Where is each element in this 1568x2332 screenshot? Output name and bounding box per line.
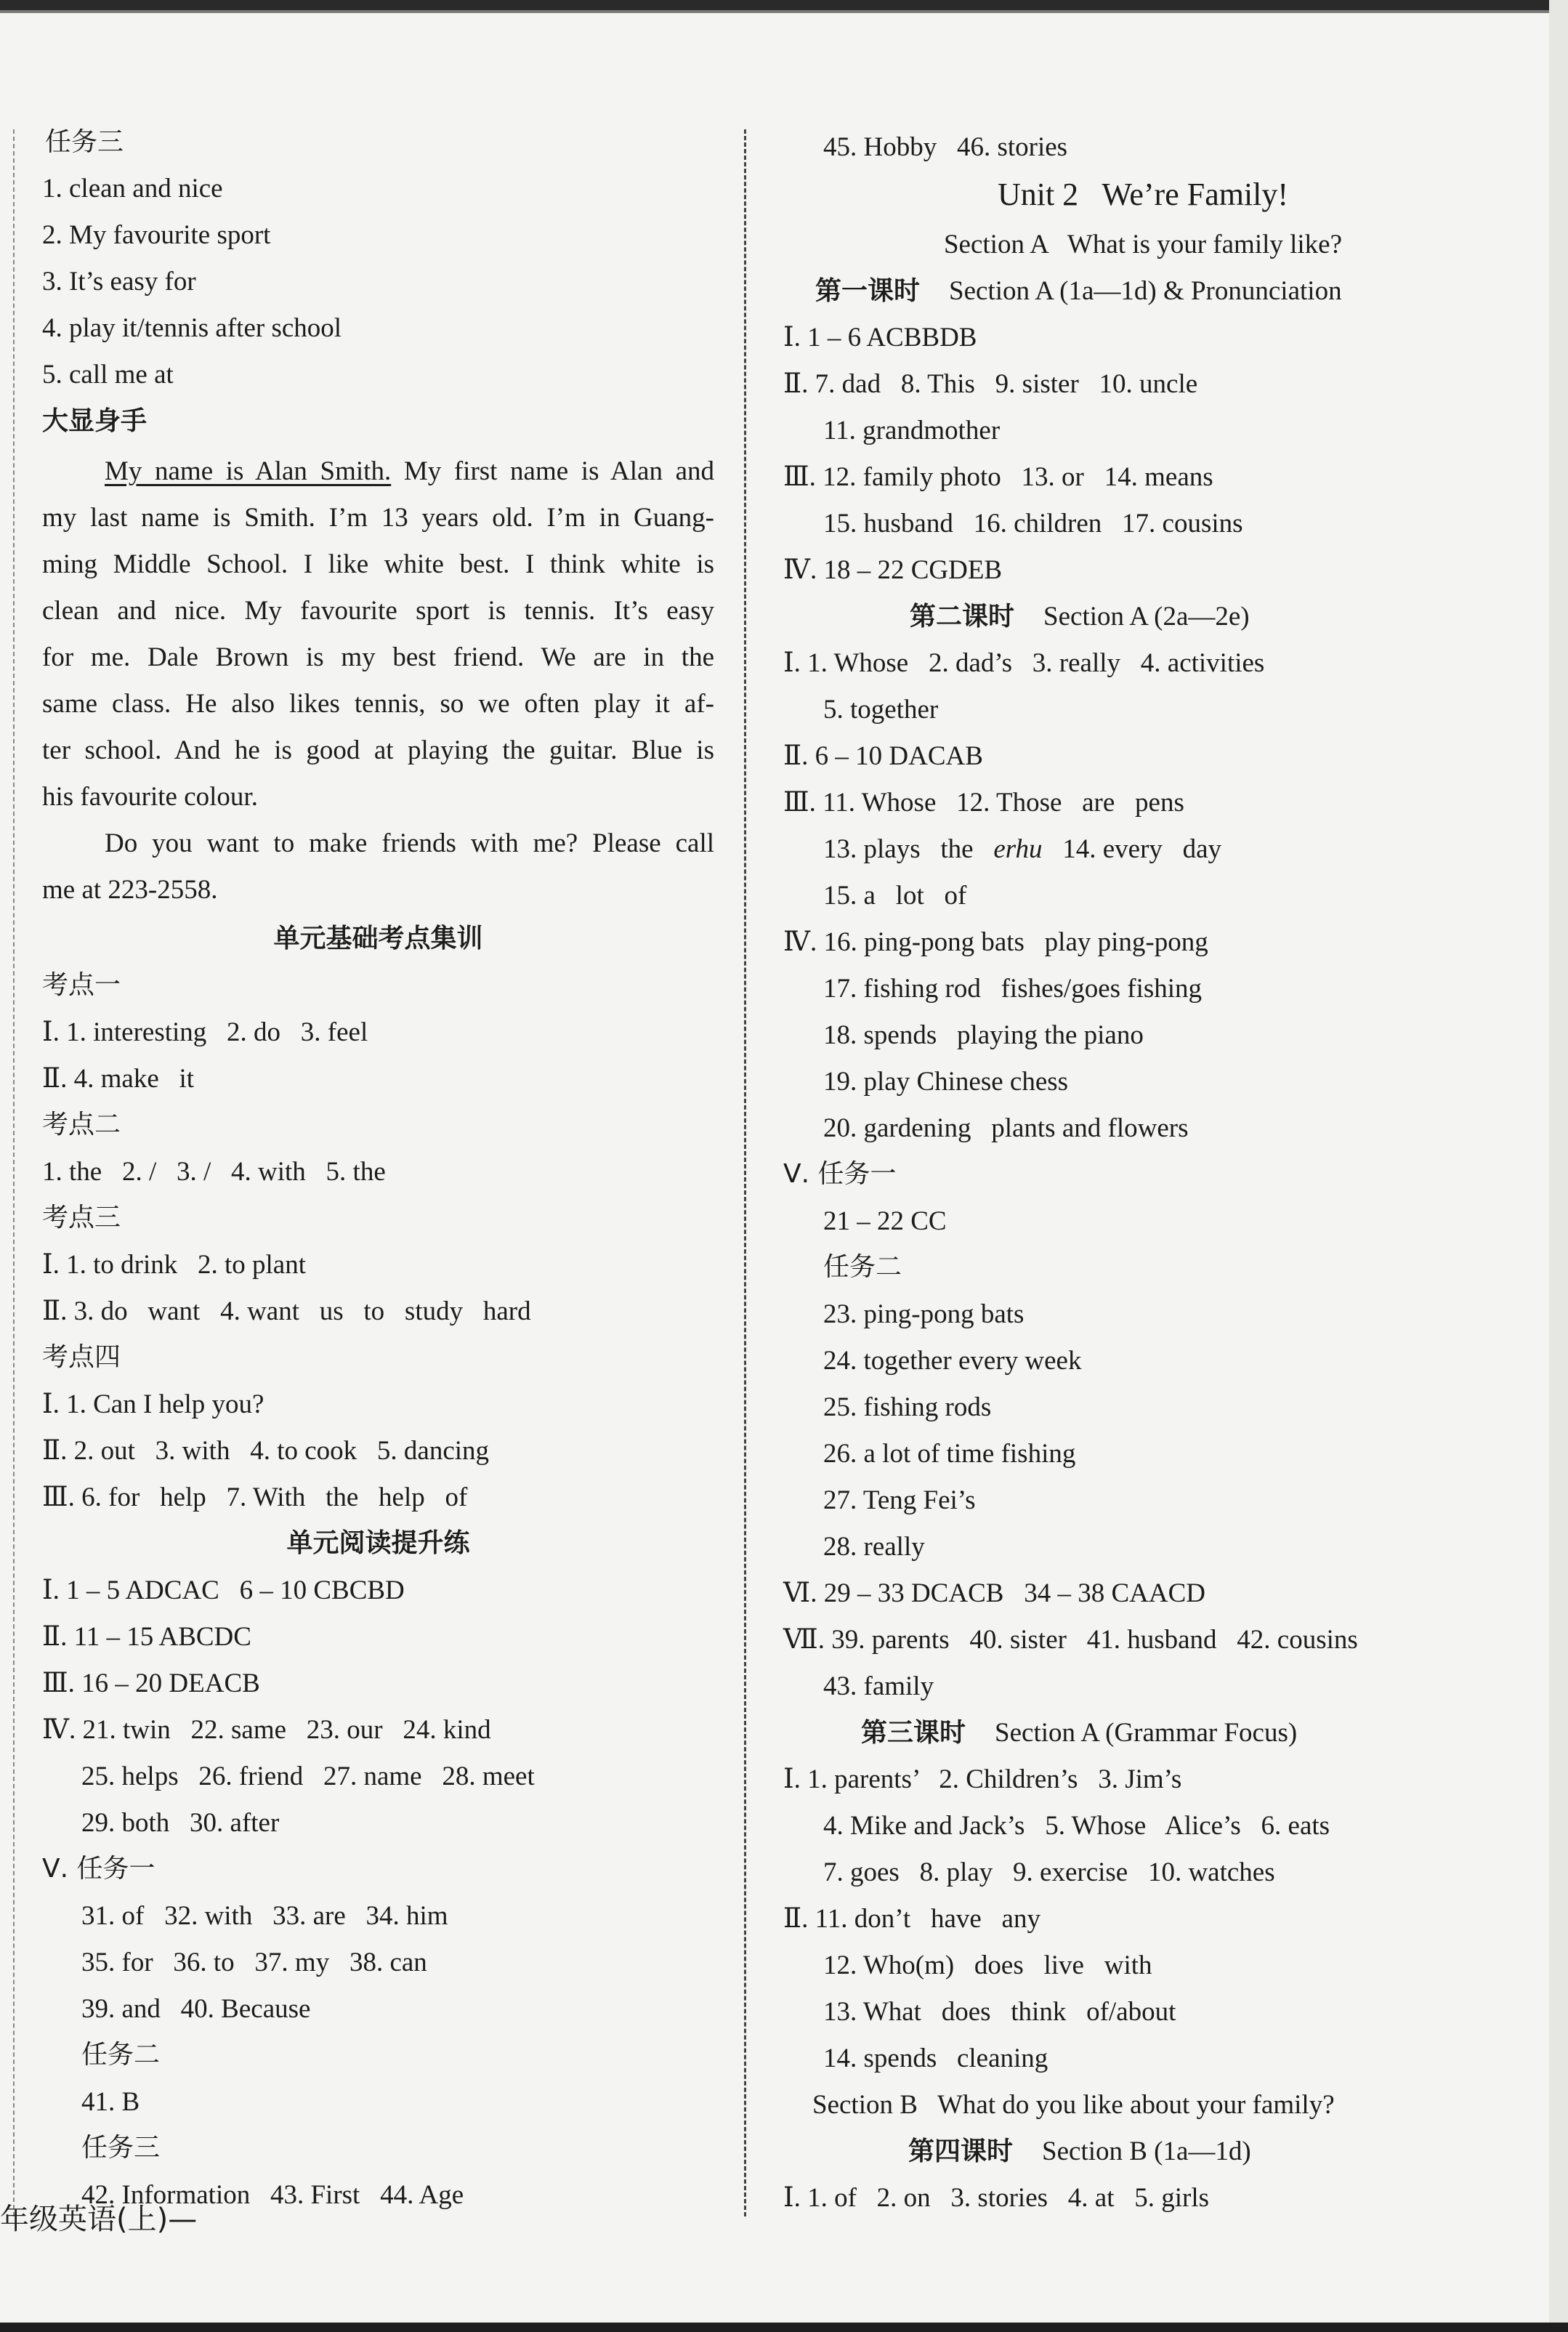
unit-basics-heading: 单元基础考点集训 [273, 924, 483, 953]
l4-line-a: Ⅰ. 1. of 2. on 3. stories 4. at 5. girls [783, 2183, 1210, 2213]
task3-item-5: 5. call me at [42, 360, 174, 390]
l2-line-k: 20. gardening plants and flowers [823, 1113, 1189, 1143]
lesson-1-heading [815, 278, 1342, 304]
l2-line-e [823, 836, 1221, 863]
l2-line-w: 43. family [823, 1671, 934, 1701]
l2-line-n: 任务二 [823, 1252, 902, 1282]
reading-line-7: Ⅴ. 任务一 [42, 1854, 155, 1884]
essay-line: same class. He also likes tennis, so we often play it af- [42, 689, 714, 719]
l2-line-j: 19. play Chinese chess [823, 1067, 1069, 1097]
reading-heading: 单元阅读提升练 [286, 1528, 470, 1558]
unit-title: Unit 2 We’re Family! [997, 177, 1289, 212]
l2-line-b: 5. together [823, 695, 939, 725]
l3-line-d: Ⅱ. 11. don’t have any [783, 1904, 1040, 1934]
l2-line-p: 24. together every week [823, 1346, 1082, 1376]
reading-line-8: 31. of 32. with 33. are 34. him [81, 1901, 448, 1931]
l3-line-g: 14. spends cleaning [823, 2043, 1048, 2073]
kd1-line-1: Ⅰ. 1. interesting 2. do 3. feel [42, 1017, 368, 1047]
task3-heading: 任务三 [45, 127, 124, 157]
essay-line: his favourite colour. [42, 782, 258, 812]
kaodian-3: 考点三 [42, 1203, 121, 1232]
reading-line-9: 35. for 36. to 37. my 38. can [81, 1948, 427, 1977]
l2-line-v: Ⅶ. 39. parents 40. sister 41. husband 42. cousins [783, 1625, 1358, 1655]
kd3-line-2: Ⅱ. 3. do want 4. want us to study hard [42, 1296, 531, 1326]
section-a-title: Section A What is your family like? [943, 230, 1343, 259]
l3-line-f: 13. What does think of/about [823, 1997, 1176, 2027]
l3-line-e: 12. Who(m) does live with [823, 1950, 1152, 1980]
column-divider [744, 129, 746, 2216]
reading-line-10: 39. and 40. Because [81, 1994, 311, 2024]
kaodian-1: 考点一 [42, 970, 121, 1000]
essay-line: ming Middle School. I like white best. I think white is [42, 549, 714, 579]
l2-line-u: Ⅵ. 29 – 33 DCACB 34 – 38 CAACD [783, 1578, 1205, 1608]
reading-line-6: 29. both 30. after [81, 1808, 280, 1838]
task3-item-4: 4. play it/tennis after school [42, 313, 342, 343]
l3-line-a: Ⅰ. 1. parents’ 2. Children’s 3. Jim’s [783, 1764, 1182, 1794]
l2-line-f: 15. a lot of [823, 881, 967, 911]
l1-line-a: Ⅰ. 1 – 6 ACBBDB [783, 323, 977, 352]
l2-e-erhu: erhu [993, 834, 1043, 864]
l1-line-b: Ⅱ. 7. dad 8. This 9. sister 10. uncle [783, 369, 1198, 399]
essay-line: for me. Dale Brown is my best friend. We are in the [42, 642, 714, 672]
task3-item-1: 1. clean and nice [42, 174, 223, 203]
l2-line-t: 28. really [823, 1532, 925, 1562]
lesson-2-label: 第二课时 [910, 602, 1015, 632]
l3-line-b: 4. Mike and Jack’s 5. Whose Alice’s 6. eats [823, 1811, 1330, 1841]
essay-line: Do you want to make friends with me? Please call [105, 828, 714, 858]
l2-line-g: Ⅳ. 16. ping-pong bats play ping-pong [783, 927, 1208, 957]
section-b-title: Section B What do you like about your family? [812, 2090, 1335, 2120]
scan-bottom-edge [0, 2323, 1568, 2332]
task3-item-3: 3. It’s easy for [42, 267, 196, 296]
l1-line-e: 15. husband 16. children 17. cousins [823, 509, 1243, 538]
essay-line: me at 223-2558. [42, 875, 218, 905]
essay-line-text: My first name is Alan and [391, 456, 715, 486]
essay-paragraph-1 [42, 448, 714, 820]
task3-item-2: 2. My favourite sport [42, 220, 271, 250]
lesson-3-heading [861, 1719, 1297, 1746]
reading-line-12: 41. B [81, 2087, 140, 2117]
l2-e-part2: 14. every day [1062, 834, 1222, 864]
l1-line-c: 11. grandmother [823, 416, 1001, 445]
lesson-2-rest: Section A (2a—2e) [1043, 602, 1250, 632]
essay-paragraph-2 [42, 820, 714, 913]
page-footer: 年级英语(上)— [0, 2203, 198, 2236]
kaodian-2: 考点二 [42, 1110, 121, 1139]
kd4-line-2: Ⅱ. 2. out 3. with 4. to cook 5. dancing [42, 1436, 490, 1466]
lesson-2-heading [910, 603, 1250, 630]
l1-line-f: Ⅳ. 18 – 22 CGDEB [783, 555, 1003, 585]
scan-top-shadow [0, 10, 1568, 13]
r-line-0: 45. Hobby 46. stories [823, 132, 1068, 162]
scan-right-edge [1549, 0, 1568, 2332]
kaodian-4: 考点四 [42, 1342, 121, 1372]
kd4-line-3: Ⅲ. 6. for help 7. With the help of [42, 1482, 468, 1512]
essay-first-sentence: My name is Alan Smith. [105, 456, 392, 486]
essay-line [42, 448, 714, 495]
l2-line-a: Ⅰ. 1. Whose 2. dad’s 3. really 4. activities [783, 648, 1265, 678]
l2-line-r: 26. a lot of time fishing [823, 1439, 1076, 1469]
left-margin-rule [13, 129, 15, 2216]
kd1-line-2: Ⅱ. 4. make it [42, 1064, 195, 1094]
lesson-4-label: 第四课时 [908, 2137, 1014, 2166]
reading-line-14: 42. Information 43. First 44. Age [81, 2180, 464, 2210]
lesson-4-heading [908, 2138, 1251, 2165]
l2-line-d: Ⅲ. 11. Whose 12. Those are pens [783, 788, 1184, 818]
l2-line-i: 18. spends playing the piano [823, 1020, 1144, 1050]
l2-line-o: 23. ping-pong bats [823, 1299, 1025, 1329]
reading-line-4: Ⅳ. 21. twin 22. same 23. our 24. kind [42, 1715, 491, 1745]
l2-line-q: 25. fishing rods [823, 1392, 992, 1422]
l2-line-s: 27. Teng Fei’s [823, 1485, 976, 1515]
kd4-line-1: Ⅰ. 1. Can I help you? [42, 1389, 264, 1419]
lesson-3-label: 第三课时 [861, 1718, 966, 1748]
essay-line: ter school. And he is good at playing the guitar. Blue is [42, 735, 714, 765]
reading-line-11: 任务二 [81, 2040, 161, 2070]
kd3-line-1: Ⅰ. 1. to drink 2. to plant [42, 1250, 307, 1280]
lesson-1-rest: Section A (1a—1d) & Pronunciation [949, 276, 1342, 306]
reading-line-3: Ⅲ. 16 – 20 DEACB [42, 1669, 260, 1698]
l1-line-d: Ⅲ. 12. family photo 13. or 14. means [783, 462, 1213, 492]
lesson-4-rest: Section B (1a—1d) [1042, 2137, 1251, 2166]
reading-line-13: 任务三 [81, 2133, 161, 2163]
l2-line-h: 17. fishing rod fishes/goes fishing [823, 974, 1203, 1004]
kd2-line-1: 1. the 2. / 3. / 4. with 5. the [42, 1157, 386, 1187]
scan-top-edge [0, 0, 1568, 10]
lesson-3-rest: Section A (Grammar Focus) [995, 1718, 1298, 1748]
l2-e-part1: 13. plays the [823, 834, 974, 864]
reading-line-5: 25. helps 26. friend 27. name 28. meet [81, 1762, 535, 1791]
reading-line-2: Ⅱ. 11 – 15 ABCDC [42, 1622, 251, 1652]
l2-line-m: 21 – 22 CC [823, 1206, 947, 1236]
l2-line-l: Ⅴ. 任务一 [783, 1159, 897, 1189]
showcase-heading: 大显身手 [42, 406, 147, 436]
l3-line-c: 7. goes 8. play 9. exercise 10. watches [823, 1857, 1275, 1887]
l2-line-c: Ⅱ. 6 – 10 DACAB [783, 741, 983, 771]
reading-line-1: Ⅰ. 1 – 5 ADCAC 6 – 10 CBCBD [42, 1575, 405, 1605]
essay-line: my last name is Smith. I’m 13 years old. I’m in Guang- [42, 503, 714, 533]
essay-line: clean and nice. My favourite sport is tennis. It’s easy [42, 596, 714, 626]
lesson-1-label: 第一课时 [815, 276, 921, 306]
